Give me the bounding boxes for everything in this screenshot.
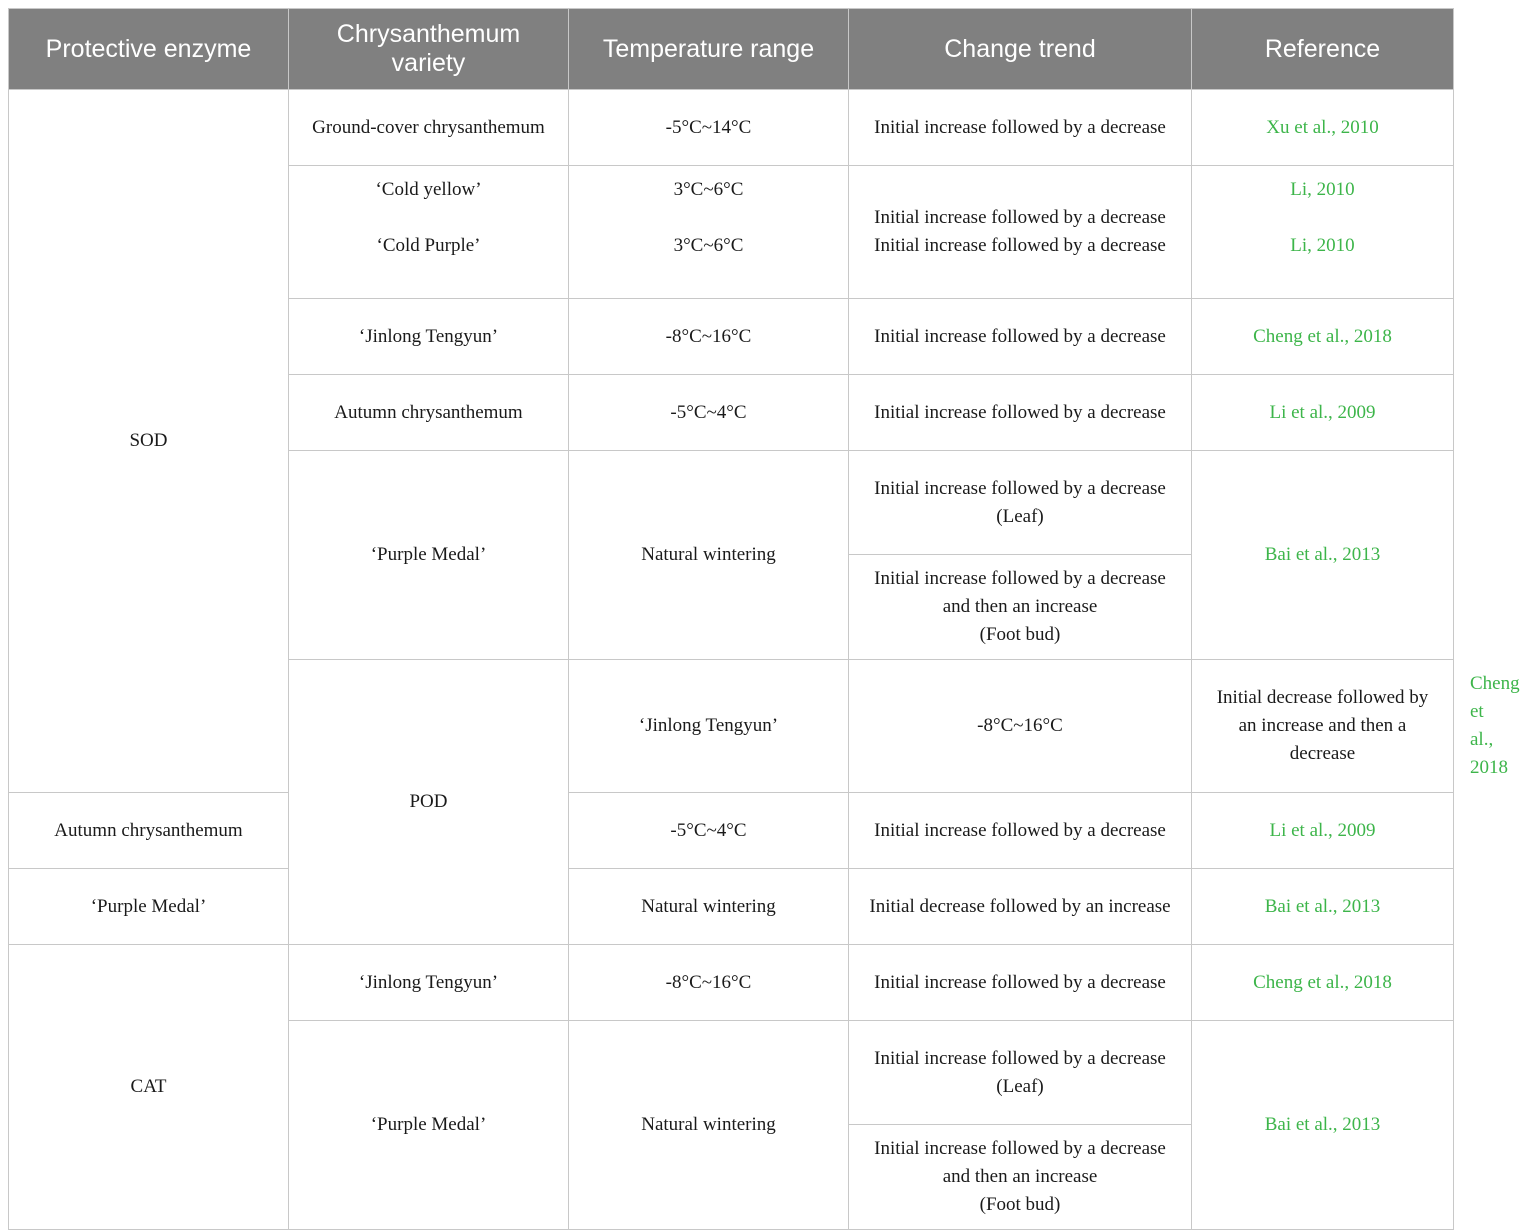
temperature-cell: -8°C~16°C — [569, 945, 849, 1021]
header-protective-enzyme: Protective enzyme — [9, 9, 289, 90]
temperature-cell — [569, 166, 849, 299]
tissue-label: (Leaf) — [996, 1075, 1044, 1097]
variety-cell: ‘Purple Medal’ — [289, 1021, 569, 1230]
temperature-cell: -5°C~4°C — [569, 375, 849, 451]
trend-cell: Initial increase followed by a decrease — [849, 90, 1192, 166]
trend-cell — [849, 451, 1192, 555]
variety-line: ‘Cold yellow’ — [375, 179, 482, 200]
header-variety: Chrysanthemum variety — [289, 9, 569, 90]
temperature-cell: Natural wintering — [569, 1021, 849, 1230]
trend-cell: Initial increase followed by a decrease — [849, 375, 1192, 451]
trend-line: Initial increase followed by a decrease — [874, 1047, 1166, 1069]
temperature-cell: -8°C~16°C — [849, 660, 1192, 793]
tissue-label: (Leaf) — [996, 505, 1044, 527]
variety-cell: ‘Purple Medal’ — [9, 869, 289, 945]
table-row — [9, 793, 1454, 869]
variety-cell: ‘Jinlong Tengyun’ — [289, 945, 569, 1021]
trend-line: Initial increase followed by a decrease — [874, 477, 1166, 499]
table-row — [9, 869, 1454, 945]
reference-link[interactable]: Li et al., 2009 — [1192, 375, 1454, 451]
trend-line: Initial increase followed by a decrease and then an increase — [874, 568, 1166, 617]
trend-line: Initial increase followed by a decrease — [874, 207, 1166, 228]
reference-link[interactable]: Xu et al., 2010 — [1192, 90, 1454, 166]
trend-cell — [849, 555, 1192, 660]
variety-cell: ‘Jinlong Tengyun’ — [569, 660, 849, 793]
header-row — [9, 9, 1454, 90]
variety-cell: Autumn chrysanthemum — [289, 375, 569, 451]
header-temperature: Temperature range — [569, 9, 849, 90]
enzyme-cell: POD — [289, 660, 569, 945]
variety-line: ‘Cold Purple’ — [376, 235, 481, 256]
trend-cell — [849, 166, 1192, 299]
reference-link[interactable]: Li, 2010 — [1290, 179, 1355, 200]
enzyme-cell: CAT — [9, 945, 289, 1230]
enzyme-table — [8, 8, 1520, 1230]
temperature-line: 3°C~6°C — [673, 179, 744, 200]
trend-cell: Initial increase followed by a decrease — [849, 945, 1192, 1021]
tissue-label: (Foot bud) — [979, 1194, 1061, 1215]
temperature-line: 3°C~6°C — [673, 235, 744, 256]
trend-cell — [849, 1021, 1192, 1125]
table-row — [9, 945, 1454, 1021]
variety-cell: Autumn chrysanthemum — [9, 793, 289, 869]
trend-cell: Initial decrease followed by an increase and then a decrease — [1192, 660, 1454, 793]
reference-link[interactable]: Li, 2010 — [1290, 235, 1355, 256]
temperature-cell: -5°C~14°C — [569, 90, 849, 166]
temperature-cell: Natural wintering — [569, 869, 849, 945]
table-row — [9, 90, 1454, 166]
header-reference: Reference — [1192, 9, 1454, 90]
reference-link[interactable]: Bai et al., 2013 — [1192, 1021, 1454, 1230]
trend-line: Initial increase followed by a decrease — [874, 235, 1166, 256]
trend-cell — [849, 1125, 1192, 1230]
enzyme-cell: SOD — [9, 90, 289, 793]
reference-cell — [1192, 166, 1454, 299]
temperature-cell: Natural wintering — [569, 451, 849, 660]
table-row: POD ‘Jinlong Tengyun’ -8°C~16°C Initial decrease followed by an increase and then a decrease Cheng et al., 2018 — [9, 660, 1454, 793]
variety-cell: ‘Jinlong Tengyun’ — [289, 299, 569, 375]
reference-link[interactable]: Cheng et al., 2018 — [1192, 299, 1454, 375]
trend-cell: Initial increase followed by a decrease — [849, 299, 1192, 375]
trend-line: Initial increase followed by a decrease and then an increase — [874, 1138, 1166, 1187]
reference-link[interactable]: Bai et al., 2013 — [1192, 451, 1454, 660]
header-change-trend: Change trend — [849, 9, 1192, 90]
variety-cell: Ground-cover chrysanthemum — [289, 90, 569, 166]
trend-cell: Initial decrease followed by an increase — [849, 869, 1192, 945]
temperature-cell: -5°C~4°C — [569, 793, 849, 869]
variety-cell: ‘Purple Medal’ — [289, 451, 569, 660]
trend-cell: Initial increase followed by a decrease — [849, 793, 1192, 869]
reference-link[interactable]: Cheng et al., 2018 — [1192, 945, 1454, 1021]
tissue-label: (Foot bud) — [979, 624, 1061, 645]
temperature-cell: -8°C~16°C — [569, 299, 849, 375]
variety-cell — [289, 166, 569, 299]
reference-link[interactable]: Li et al., 2009 — [1192, 793, 1454, 869]
reference-link[interactable]: Bai et al., 2013 — [1192, 869, 1454, 945]
